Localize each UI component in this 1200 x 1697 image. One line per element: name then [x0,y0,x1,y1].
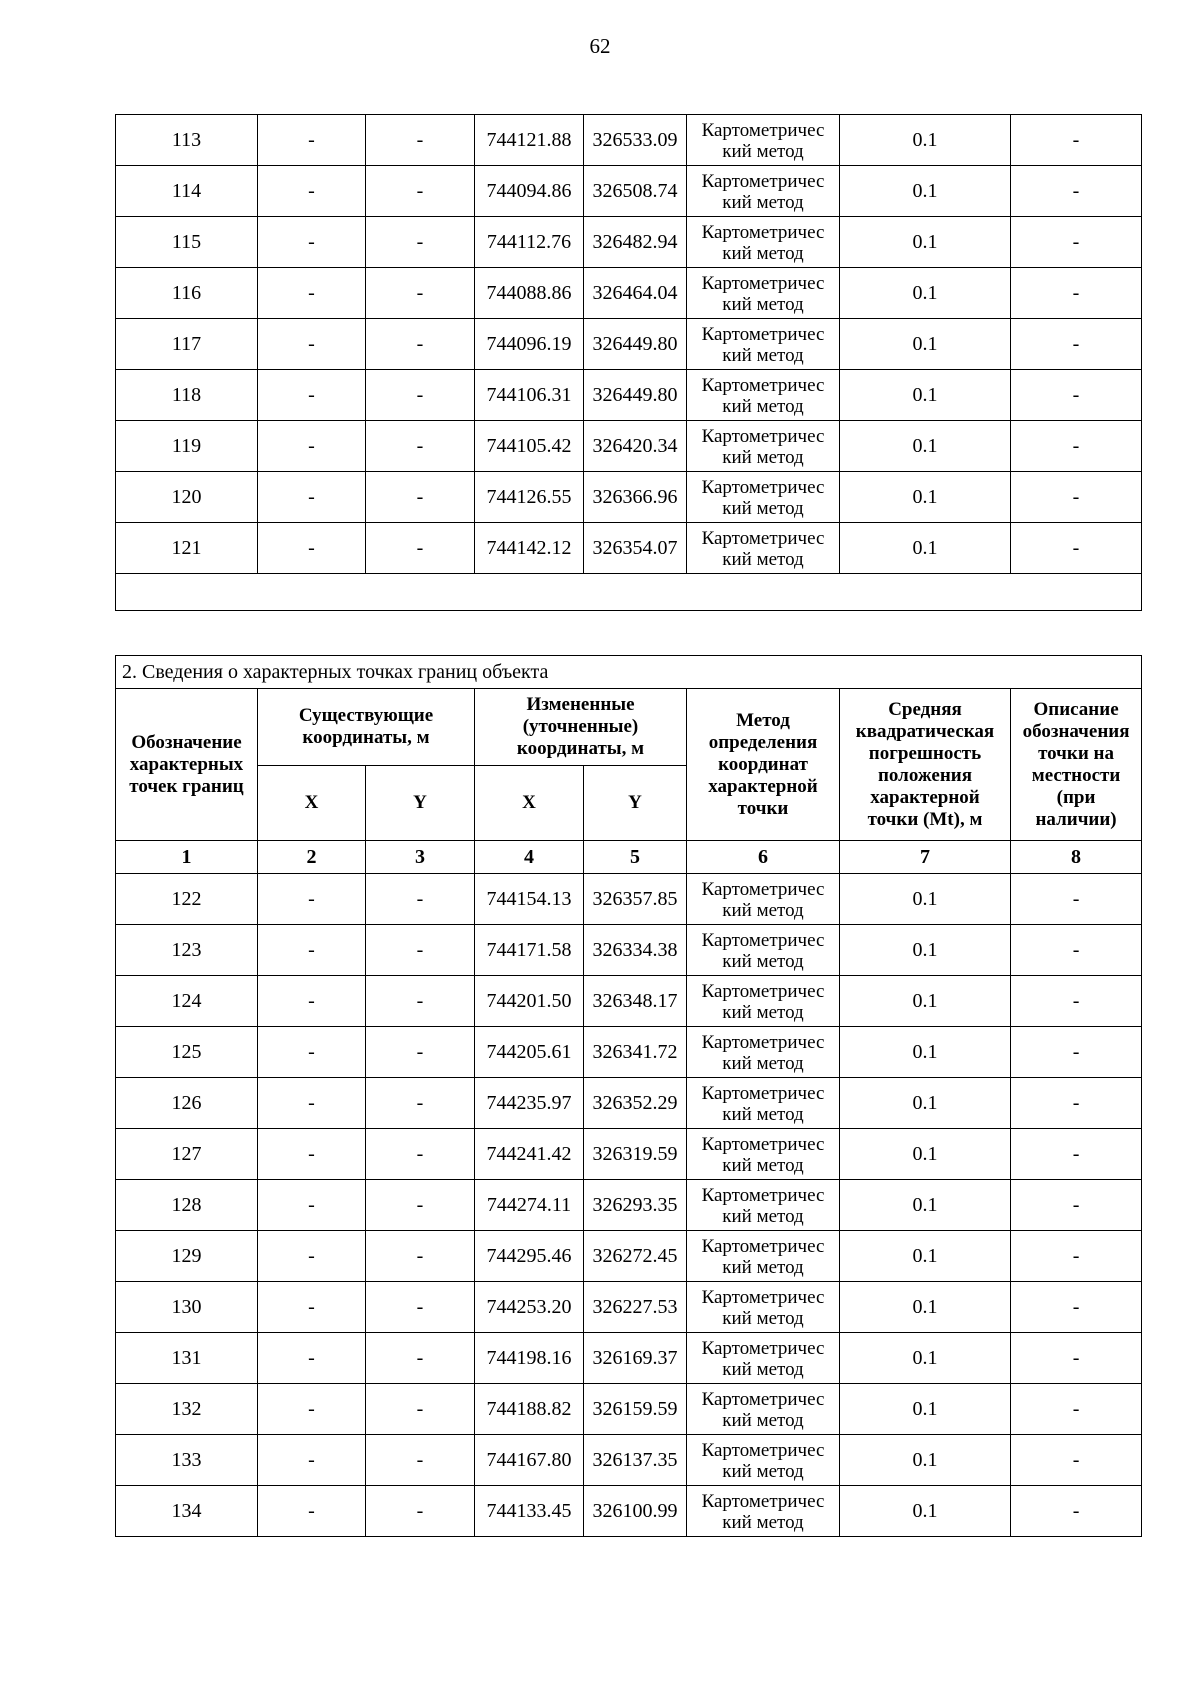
changed-x: 744198.16 [475,1333,584,1384]
point-description: - [1011,319,1142,370]
mean-square-error: 0.1 [840,268,1011,319]
mean-square-error: 0.1 [840,1486,1011,1537]
changed-x: 744142.12 [475,523,584,574]
header-x-changed: X [475,766,584,841]
existing-x: - [258,217,366,268]
header-text: координаты, м [516,738,645,759]
empty-row [116,574,1142,611]
table-row [116,166,1142,217]
method-text: кий метод [722,242,804,264]
column-number: 5 [584,841,687,874]
existing-x: - [258,1129,366,1180]
section-title: 2. Сведения о характерных точках границ объекта [116,656,1142,689]
header-text: определения [708,731,818,753]
point-description: - [1011,1078,1142,1129]
existing-y: - [366,1078,475,1129]
point-number: 121 [116,523,258,574]
header-text: Существующие [298,705,434,726]
method-text: кий метод [722,1154,804,1176]
mean-square-error: 0.1 [840,1180,1011,1231]
method-text: Картометричес [701,374,825,396]
point-number: 134 [116,1486,258,1537]
changed-x: 744201.50 [475,976,584,1027]
point-description: - [1011,1180,1142,1231]
method-cell [687,1282,840,1333]
point-description: - [1011,1384,1142,1435]
point-number: 129 [116,1231,258,1282]
empty-cell [116,574,1142,611]
point-description: - [1011,1435,1142,1486]
changed-x: 744241.42 [475,1129,584,1180]
header-method [687,689,840,841]
method-text: Картометричес [701,170,825,192]
changed-y: 326169.37 [584,1333,687,1384]
changed-x: 744235.97 [475,1078,584,1129]
point-number: 116 [116,268,258,319]
mean-square-error: 0.1 [840,370,1011,421]
method-text: кий метод [722,899,804,921]
bottom-table-body [116,874,1142,1537]
header-point-designation [116,689,258,841]
header-existing-coordinates [258,689,475,766]
point-description: - [1011,1231,1142,1282]
changed-x: 744112.76 [475,217,584,268]
header-x-existing: X [258,766,366,841]
changed-y: 326354.07 [584,523,687,574]
method-text: кий метод [722,140,804,162]
changed-y: 326357.85 [584,874,687,925]
existing-x: - [258,268,366,319]
method-text: кий метод [722,950,804,972]
header-text: Метод [736,709,790,731]
table-row [116,115,1142,166]
header-y-changed: Y [584,766,687,841]
changed-x: 744133.45 [475,1486,584,1537]
existing-y: - [366,874,475,925]
point-description: - [1011,115,1142,166]
mean-square-error: 0.1 [840,217,1011,268]
table-row [116,370,1142,421]
coordinates-table-continued [115,114,1142,611]
point-description: - [1011,874,1142,925]
column-number: 8 [1011,841,1142,874]
existing-x: - [258,1180,366,1231]
table-row [116,472,1142,523]
point-number: 127 [116,1129,258,1180]
point-number: 130 [116,1282,258,1333]
column-number: 3 [366,841,475,874]
method-text: Картометричес [701,1490,825,1512]
changed-x: 744188.82 [475,1384,584,1435]
method-cell [687,523,840,574]
existing-y: - [366,1384,475,1435]
method-cell [687,1333,840,1384]
changed-y: 326449.80 [584,370,687,421]
method-text: Картометричес [701,425,825,447]
existing-x: - [258,472,366,523]
method-cell [687,166,840,217]
method-text: Картометричес [701,323,825,345]
header-text: точки на [1038,742,1114,764]
header-mean-square-error [840,689,1011,841]
top-table-body [116,115,1142,611]
changed-x: 744096.19 [475,319,584,370]
method-text: Картометричес [701,1337,825,1359]
header-text: квадратическая [855,720,995,742]
method-text: Картометричес [701,476,825,498]
table-row [116,1027,1142,1078]
changed-x: 744121.88 [475,115,584,166]
table-row [116,421,1142,472]
mean-square-error: 0.1 [840,976,1011,1027]
column-number: 2 [258,841,366,874]
existing-x: - [258,1486,366,1537]
changed-x: 744105.42 [475,421,584,472]
method-text: кий метод [722,344,804,366]
method-text: Картометричес [701,1082,825,1104]
existing-y: - [366,370,475,421]
header-changed-coordinates [475,689,687,766]
table-row [116,1333,1142,1384]
point-description: - [1011,268,1142,319]
header-text: точки (Mt), м [867,808,983,830]
method-text: кий метод [722,1256,804,1278]
changed-x: 744126.55 [475,472,584,523]
point-number: 114 [116,166,258,217]
changed-x: 744205.61 [475,1027,584,1078]
mean-square-error: 0.1 [840,421,1011,472]
table-row [116,1180,1142,1231]
method-text: кий метод [722,446,804,468]
page-number: 62 [589,34,611,58]
column-number: 4 [475,841,584,874]
method-cell [687,1231,840,1282]
changed-y: 326420.34 [584,421,687,472]
mean-square-error: 0.1 [840,115,1011,166]
method-text: кий метод [722,293,804,315]
table-row [116,1486,1142,1537]
existing-y: - [366,319,475,370]
mean-square-error: 0.1 [840,1435,1011,1486]
mean-square-error: 0.1 [840,874,1011,925]
existing-x: - [258,1027,366,1078]
method-cell [687,1435,840,1486]
table-row [116,976,1142,1027]
method-cell [687,268,840,319]
changed-y: 326159.59 [584,1384,687,1435]
mean-square-error: 0.1 [840,1078,1011,1129]
changed-y: 326352.29 [584,1078,687,1129]
changed-y: 326341.72 [584,1027,687,1078]
mean-square-error: 0.1 [840,925,1011,976]
column-number: 7 [840,841,1011,874]
header-text: характерной [870,786,980,808]
table-row [116,1384,1142,1435]
point-number: 113 [116,115,258,166]
table-row [116,268,1142,319]
method-text: Картометричес [701,221,825,243]
point-number: 126 [116,1078,258,1129]
method-cell [687,1078,840,1129]
existing-y: - [366,421,475,472]
method-text: Картометричес [701,119,825,141]
header-description [1011,689,1142,841]
mean-square-error: 0.1 [840,472,1011,523]
point-description: - [1011,523,1142,574]
changed-y: 326100.99 [584,1486,687,1537]
header-y-existing: Y [366,766,475,841]
changed-y: 326334.38 [584,925,687,976]
table-row [116,1231,1142,1282]
method-cell [687,874,840,925]
point-number: 118 [116,370,258,421]
method-text: Картометричес [701,527,825,549]
existing-y: - [366,472,475,523]
mean-square-error: 0.1 [840,319,1011,370]
changed-y: 326482.94 [584,217,687,268]
existing-y: - [366,976,475,1027]
method-cell [687,370,840,421]
existing-x: - [258,1384,366,1435]
existing-y: - [366,166,475,217]
method-text: кий метод [722,191,804,213]
point-number: 125 [116,1027,258,1078]
point-number: 131 [116,1333,258,1384]
changed-y: 326348.17 [584,976,687,1027]
header-text: обозначения [1022,720,1130,742]
method-text: Картометричес [701,1286,825,1308]
mean-square-error: 0.1 [840,166,1011,217]
method-cell [687,925,840,976]
point-description: - [1011,1027,1142,1078]
existing-x: - [258,874,366,925]
method-text: кий метод [722,1052,804,1074]
header-text: координаты, м [302,727,430,748]
table-row [116,1435,1142,1486]
header-text: точки [737,797,789,819]
point-description: - [1011,370,1142,421]
method-text: Картометричес [701,929,825,951]
method-text: Картометричес [701,1031,825,1053]
table-row [116,319,1142,370]
point-number: 128 [116,1180,258,1231]
point-description: - [1011,217,1142,268]
mean-square-error: 0.1 [840,523,1011,574]
existing-y: - [366,1435,475,1486]
table-row [116,1129,1142,1180]
point-description: - [1011,1486,1142,1537]
existing-x: - [258,523,366,574]
point-description: - [1011,976,1142,1027]
column-number: 1 [116,841,258,874]
changed-x: 744154.13 [475,874,584,925]
changed-y: 326272.45 [584,1231,687,1282]
method-cell [687,1486,840,1537]
header-text: наличии) [1035,808,1117,830]
point-number: 132 [116,1384,258,1435]
method-cell [687,217,840,268]
existing-x: - [258,319,366,370]
method-text: Картометричес [701,1439,825,1461]
method-text: кий метод [722,395,804,417]
point-description: - [1011,1129,1142,1180]
point-description: - [1011,925,1142,976]
point-description: - [1011,1282,1142,1333]
changed-x: 744295.46 [475,1231,584,1282]
header-text: положения [877,764,973,786]
method-text: Картометричес [701,980,825,1002]
method-text: кий метод [722,1460,804,1482]
method-text: кий метод [722,1001,804,1023]
method-cell [687,115,840,166]
section-title-row [116,656,1142,689]
header-text: местности [1031,764,1121,786]
point-number: 115 [116,217,258,268]
method-cell [687,1027,840,1078]
existing-y: - [366,1282,475,1333]
mean-square-error: 0.1 [840,1282,1011,1333]
method-cell [687,472,840,523]
table-row [116,1282,1142,1333]
existing-y: - [366,1231,475,1282]
method-text: кий метод [722,548,804,570]
point-number: 124 [116,976,258,1027]
method-text: Картометричес [701,272,825,294]
point-number: 120 [116,472,258,523]
changed-y: 326464.04 [584,268,687,319]
method-text: кий метод [722,497,804,519]
changed-y: 326533.09 [584,115,687,166]
table-row [116,874,1142,925]
existing-x: - [258,1435,366,1486]
mean-square-error: 0.1 [840,1129,1011,1180]
table-row [116,925,1142,976]
changed-x: 744171.58 [475,925,584,976]
existing-y: - [366,523,475,574]
table-row [116,1078,1142,1129]
point-number: 133 [116,1435,258,1486]
existing-y: - [366,925,475,976]
method-cell [687,421,840,472]
header-text: погрешность [868,742,982,764]
method-text: кий метод [722,1409,804,1431]
changed-y: 326366.96 [584,472,687,523]
changed-y: 326449.80 [584,319,687,370]
point-number: 123 [116,925,258,976]
changed-x: 744253.20 [475,1282,584,1333]
header-text: (при [1056,786,1096,808]
column-numbers-row [116,841,1142,874]
method-text: кий метод [722,1511,804,1533]
existing-y: - [366,217,475,268]
changed-x: 744106.31 [475,370,584,421]
existing-y: - [366,115,475,166]
method-text: кий метод [722,1358,804,1380]
changed-x: 744167.80 [475,1435,584,1486]
point-description: - [1011,421,1142,472]
header-text: Средняя [888,698,962,720]
existing-y: - [366,1333,475,1384]
changed-y: 326293.35 [584,1180,687,1231]
mean-square-error: 0.1 [840,1231,1011,1282]
method-text: кий метод [722,1205,804,1227]
changed-x: 744274.11 [475,1180,584,1231]
existing-x: - [258,370,366,421]
existing-x: - [258,925,366,976]
existing-y: - [366,268,475,319]
existing-x: - [258,1231,366,1282]
method-text: Картометричес [701,878,825,900]
table-header [116,656,1142,874]
mean-square-error: 0.1 [840,1027,1011,1078]
table-row [116,523,1142,574]
point-description: - [1011,1333,1142,1384]
method-cell [687,1180,840,1231]
method-cell [687,976,840,1027]
changed-y: 326508.74 [584,166,687,217]
method-text: Картометричес [701,1133,825,1155]
changed-x: 744088.86 [475,268,584,319]
method-text: Картометричес [701,1388,825,1410]
existing-x: - [258,421,366,472]
existing-x: - [258,976,366,1027]
existing-x: - [258,166,366,217]
point-number: 117 [116,319,258,370]
column-number: 6 [687,841,840,874]
existing-y: - [366,1129,475,1180]
mean-square-error: 0.1 [840,1384,1011,1435]
method-text: Картометричес [701,1235,825,1257]
header-text: точек границ [129,775,244,797]
point-description: - [1011,472,1142,523]
existing-y: - [366,1027,475,1078]
header-text: Обозначение [131,731,242,753]
boundary-points-table [115,655,1142,1537]
header-text: (уточненные) [522,716,639,737]
point-description: - [1011,166,1142,217]
method-cell [687,1129,840,1180]
header-text: координат [718,753,808,775]
existing-y: - [366,1180,475,1231]
header-text: характерных [129,753,244,775]
header-text: Измененные [526,694,635,715]
header-row-1 [116,689,1142,766]
method-text: кий метод [722,1307,804,1329]
header-text: Описание [1033,698,1119,720]
existing-x: - [258,115,366,166]
changed-y: 326137.35 [584,1435,687,1486]
existing-y: - [366,1486,475,1537]
header-text: характерной [708,775,818,797]
existing-x: - [258,1333,366,1384]
method-text: Картометричес [701,1184,825,1206]
changed-x: 744094.86 [475,166,584,217]
changed-y: 326319.59 [584,1129,687,1180]
point-number: 122 [116,874,258,925]
method-cell [687,319,840,370]
method-cell [687,1384,840,1435]
existing-x: - [258,1282,366,1333]
method-text: кий метод [722,1103,804,1125]
existing-x: - [258,1078,366,1129]
changed-y: 326227.53 [584,1282,687,1333]
table-row [116,217,1142,268]
mean-square-error: 0.1 [840,1333,1011,1384]
point-number: 119 [116,421,258,472]
